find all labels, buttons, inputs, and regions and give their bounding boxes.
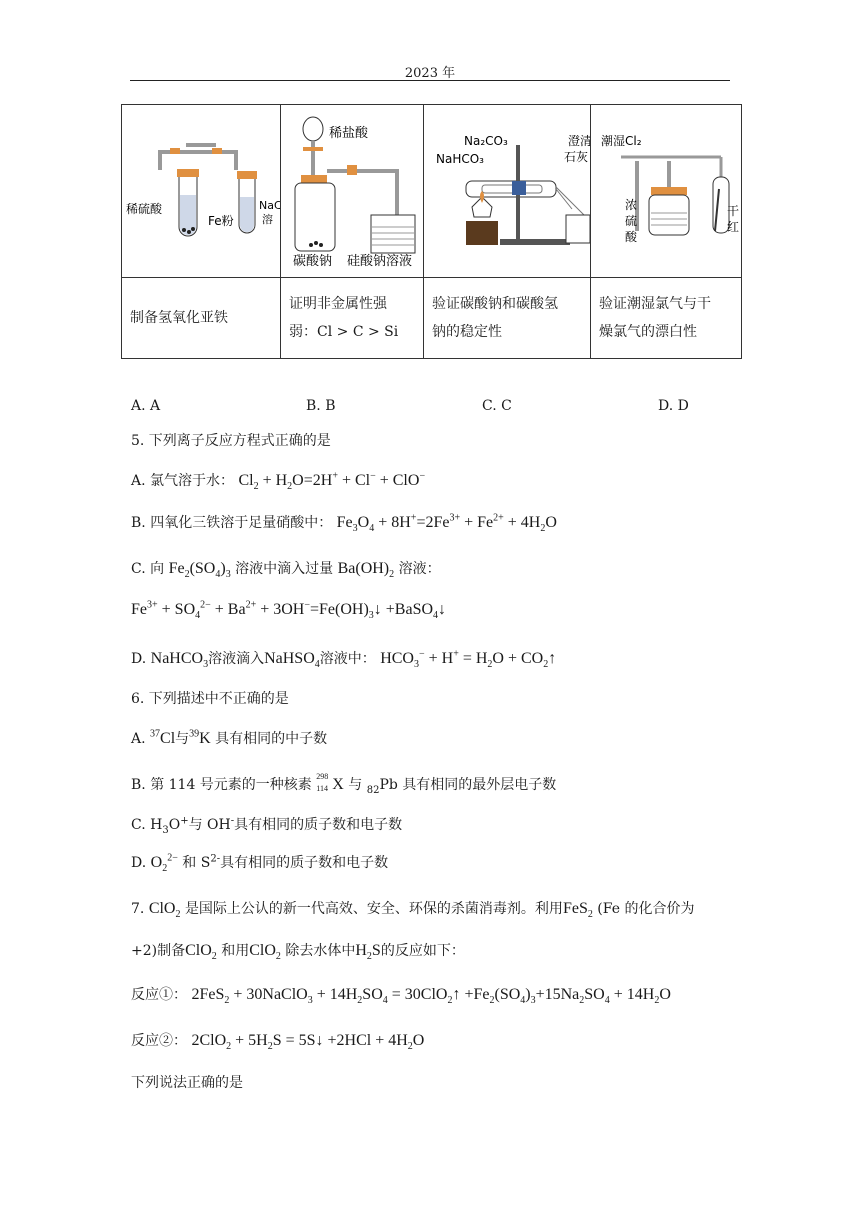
header-rule [130, 80, 730, 81]
label: NaC [259, 199, 280, 212]
label: NaHCO₃ [436, 152, 484, 166]
q6-stem: 6. 下列描述中不正确的是 [131, 691, 289, 707]
q6-option-d[interactable]: D. $O_2^{2-}$ 和 $S^{2-}$具有相同的质子数和电子数 [131, 852, 389, 875]
option-text: 与 [348, 777, 363, 793]
purpose-b [281, 278, 424, 359]
option-text: 溶液滴入 [208, 651, 265, 667]
option-text: 具有相同的中子数 [215, 731, 328, 747]
apparatus-d [591, 105, 742, 278]
q7-stem-line2: +2)制备ClO$_2$ 和用ClO$_2$ 除去水体中$H_2S$的反应如下： [131, 942, 465, 963]
option-label: B. 四氧化三铁溶于足量硝酸中： [131, 515, 333, 531]
option-label: A. [131, 731, 146, 747]
purpose-text: 燥氯气的漂白性 [599, 324, 697, 340]
q6-option-a[interactable]: A. $^{37}$Cl与$^{39}$K 具有相同的中子数 [131, 728, 328, 747]
label: 潮湿Cl₂ [601, 134, 642, 148]
stem-text: 的反应如下： [380, 943, 465, 959]
purpose-a [122, 278, 281, 359]
option-label: C. 向 [131, 561, 165, 577]
stem-text: (Fe 的化合价为 [597, 901, 695, 917]
nonmetal-apparatus-icon [281, 105, 423, 273]
purpose-text: 验证潮湿氯气与干 [599, 296, 711, 312]
reaction-label: 反应②： [131, 1033, 187, 1049]
stem-text: 除去水体中 [285, 943, 356, 959]
experiment-table [121, 104, 742, 359]
q5-option-b[interactable]: B. 四氧化三铁溶于足量硝酸中： $Fe_3O_4 + 8H^+=2Fe^{3+} + Fe^{2+} + 4H_2O$ [131, 512, 557, 535]
stem-text: 是国际上公认的新一代高效、安全、环保的杀菌消毒剂。利用 [184, 901, 563, 917]
stem-text: +2)制备 [131, 943, 186, 959]
q7-reaction-2: 反应②： $2ClO_2 + 5H_2S$ = 5S↓ $+2HCl + 4H_2O$ [131, 1032, 425, 1053]
label: 稀硫酸 [126, 202, 163, 216]
option-a[interactable]: A. A [131, 398, 161, 414]
q5-option-a[interactable]: A. 氯气溶于水： $Cl_2 + H_2O=2H^+ + Cl^- + ClO^-$ [131, 470, 426, 493]
apparatus-b [281, 105, 424, 278]
page-header: 2023 年 [404, 66, 456, 81]
q7-stem: 7. ClO$_2$ 是国际上公认的新一代高效、安全、环保的杀菌消毒剂。利用FeS$_2$ (Fe 的化合价为 [131, 900, 695, 921]
purpose-text: 证明非金属性强 [289, 296, 387, 312]
purpose-text: 制备氢氧化亚铁 [130, 310, 228, 326]
option-text: 与 [175, 731, 190, 747]
q7-reaction-1: 反应①： 2FeS$_2$ + 30NaClO$_3$ + $14H_2SO_4$ = 30ClO$_2$↑ $+Fe_2(SO_4)_3+15Na_2SO_4 + 14H_2O$ [131, 986, 671, 1007]
reaction-label: 反应①： [131, 987, 187, 1003]
option-text: 具有相同的质子数和电子数 [234, 817, 403, 833]
label: Na₂CO₃ [464, 134, 508, 148]
q6-option-b[interactable]: B. 第 114 号元素的一种核素 298 114 X 与 $_{82}$Pb 具有相同的最外层电子数 [131, 772, 557, 796]
carbonate-stability-apparatus-icon [424, 105, 590, 273]
option-label: B. 第 114 号元素的一种核素 [131, 777, 312, 793]
option-label: D. [131, 651, 147, 667]
label: 澄清 [568, 134, 590, 148]
option-text: 溶液中： [319, 651, 376, 667]
option-label: D. [131, 855, 147, 871]
option-text: 溶液： [398, 561, 441, 577]
purpose-text: 弱：Cl > C > Si [289, 324, 399, 340]
fe-hydroxide-apparatus-icon [122, 105, 280, 273]
q5-option-c-equation: $Fe^{3+} + SO_4^{2-} + Ba^{2+}$ + $3OH^-=Fe(OH)_3↓$ +BaSO$_4$↓ [131, 600, 447, 622]
q5-option-d[interactable]: D. NaHCO$_3$溶液滴入NaHSO$_4$溶液中： $HCO_3^- + H^+ = H_2O$ + $CO_2↑$ [131, 648, 557, 671]
option-text: 溶液中滴入过量 [235, 561, 334, 577]
label: 干 [727, 204, 740, 218]
option-b[interactable]: B. B [306, 398, 336, 414]
option-c[interactable]: C. C [482, 398, 512, 414]
purpose-text: 钠的稳定性 [432, 324, 502, 340]
q7-question: 下列说法正确的是 [131, 1075, 243, 1091]
label: 稀盐酸 [329, 126, 369, 141]
stem-text: 和用 [221, 943, 250, 959]
q5-stem: 5. 下列离子反应方程式正确的是 [131, 433, 331, 449]
purpose-text: 验证碳酸钠和碳酸氢 [432, 296, 558, 312]
q6-option-c[interactable]: C. $H_3O^+$与 OH-具有相同的质子数和电子数 [131, 815, 403, 836]
label: 浓 [625, 198, 638, 212]
option-text: 具有相同的最外层电子数 [402, 777, 557, 793]
label: 碳酸钠 [293, 254, 333, 269]
apparatus-c [424, 105, 591, 278]
label: 酸 [625, 230, 638, 244]
chlorine-bleaching-apparatus-icon [591, 105, 741, 273]
label: 石灰 [564, 150, 589, 164]
apparatus-a [122, 105, 281, 278]
label: 硅酸钠溶液 [347, 254, 413, 269]
option-text: 和 S [182, 855, 211, 871]
purpose-d [591, 278, 742, 359]
label: 溶 [262, 213, 273, 226]
label: Fe粉 [208, 214, 234, 228]
option-text: 与 OH [188, 817, 231, 833]
q5-option-c[interactable]: C. 向 $Fe_2(SO_4)_3$ 溶液中滴入过量 $Ba(OH)_2$ 溶液： [131, 560, 441, 581]
label: 硫 [625, 214, 638, 228]
option-text: 具有相同的质子数和电子数 [220, 855, 389, 871]
label: 红 [727, 220, 740, 234]
option-label: A. 氯气溶于水： [131, 473, 235, 489]
purpose-c [424, 278, 591, 359]
option-d[interactable]: D. D [658, 398, 689, 414]
